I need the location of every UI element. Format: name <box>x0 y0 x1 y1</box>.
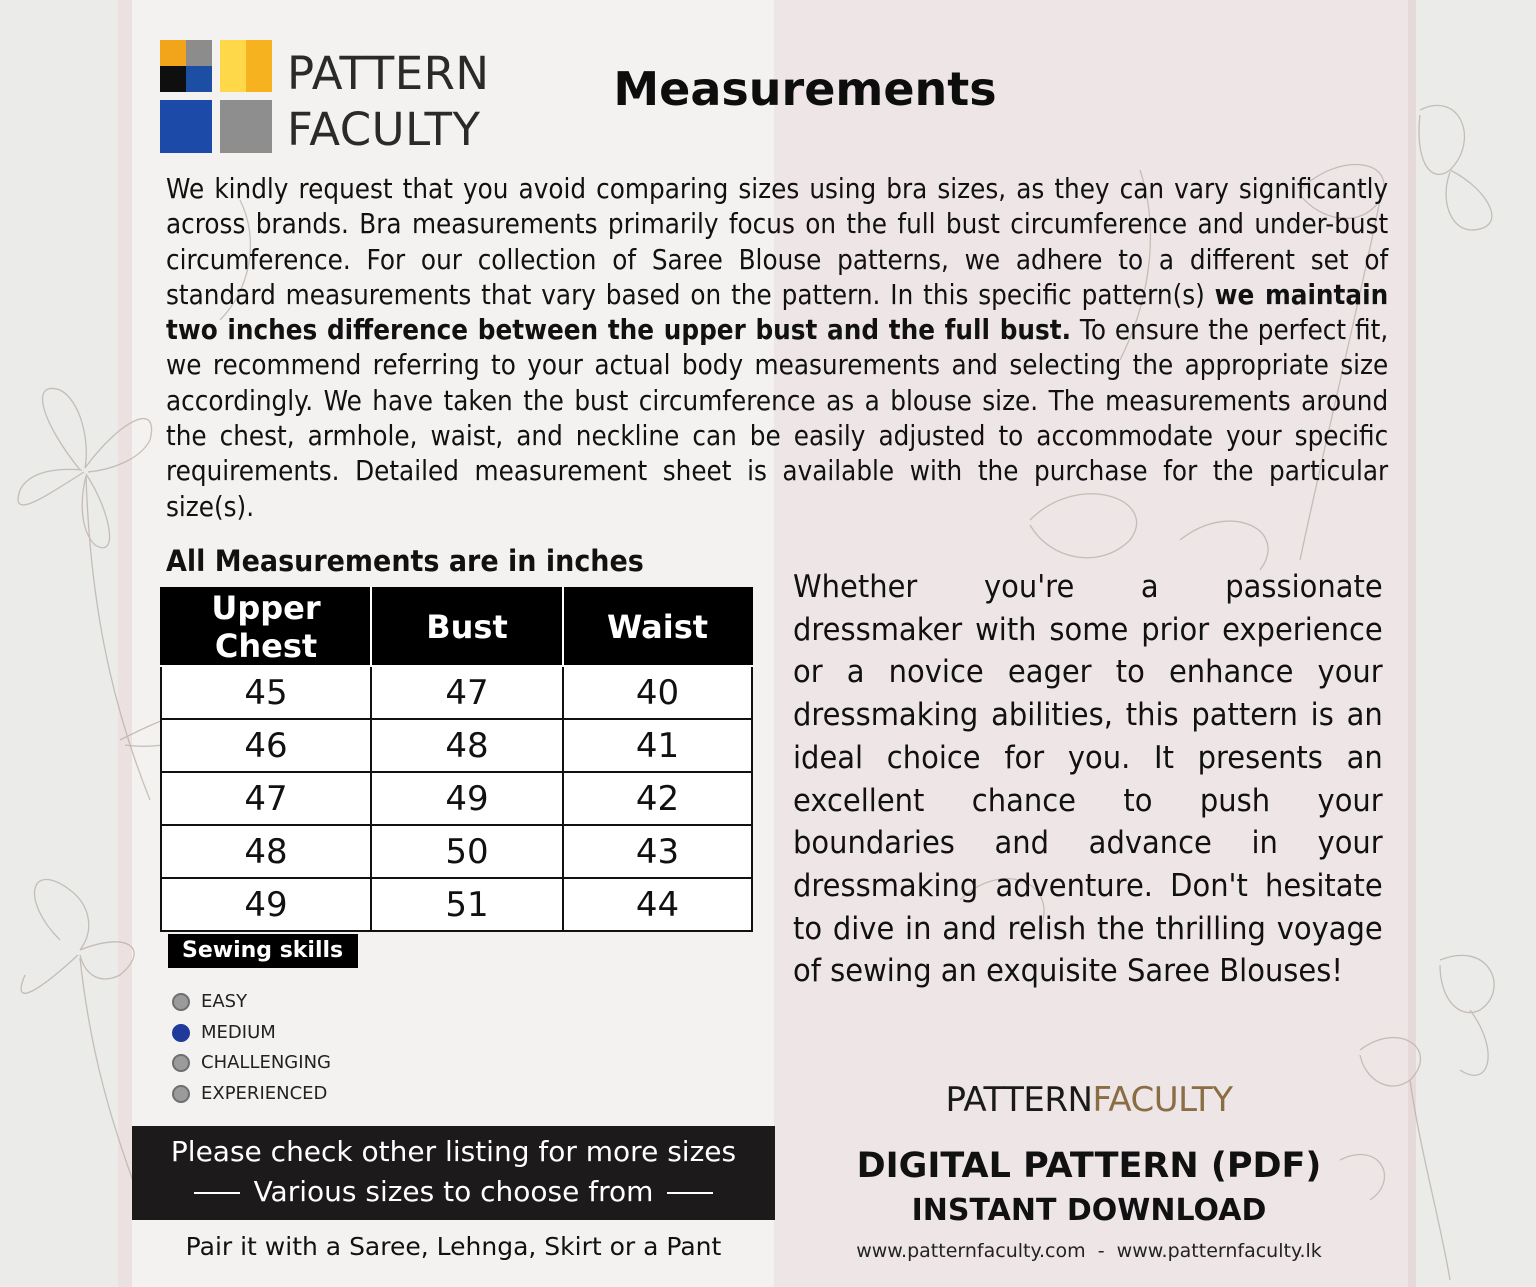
cell-waist: 40 <box>563 666 752 719</box>
website-link-com[interactable]: www.patternfaculty.com <box>856 1240 1086 1262</box>
sewing-skills-label: Sewing skills <box>168 934 358 968</box>
cell-upper-chest: 48 <box>161 825 371 878</box>
page-title: Measurements <box>613 62 997 116</box>
cell-bust: 50 <box>371 825 563 878</box>
intro-bold-text: we maintain two inches difference between the upper bust and the full bust. <box>166 278 1389 347</box>
intro-paragraph <box>166 172 1388 525</box>
cell-bust: 49 <box>371 772 563 825</box>
measurements-table <box>160 587 753 932</box>
divider-line <box>194 1192 240 1194</box>
table-row <box>161 878 752 931</box>
pair-with-text: Pair it with a Saree, Lehnga, Skirt or a Pant <box>185 1232 722 1261</box>
cell-upper-chest: 46 <box>161 719 371 772</box>
pattern-faculty-logo <box>160 40 500 155</box>
footer-brand <box>794 1080 1384 1120</box>
cell-bust: 47 <box>371 666 563 719</box>
pitch-paragraph: Whether you're a passionate dressmaker with some prior experience or a novice eager to enhance your dressmaking abilities, this pattern is an ideal choice for you. It presents an excellent chance to push your boundaries and advance in your dressmaking adventure. Don't hesitate to dive in and relish the thrilling voyage of sewing an exquisite Saree Blouses! <box>793 569 1383 990</box>
skill-label: CHALLENGING <box>201 1052 331 1073</box>
banner-line2: Various sizes to choose from <box>253 1175 654 1208</box>
footer-brand-faculty: FACULTY <box>1092 1080 1233 1120</box>
logo-squares-icon <box>160 40 272 153</box>
header-upper-chest: Upper Chest <box>161 588 371 666</box>
logo-line2: FACULTY <box>287 103 481 156</box>
header-waist: Waist <box>563 588 752 666</box>
logo-line1: PATTERN <box>287 47 490 100</box>
table-row <box>161 772 752 825</box>
banner-line1: Please check other listing for more sizes <box>170 1135 737 1168</box>
skill-dot-icon <box>172 1085 190 1103</box>
table-caption: All Measurements are in inches <box>166 544 644 578</box>
cell-waist: 42 <box>563 772 752 825</box>
intro-text-2: To ensure the perfect fit, we recommend referring to your actual body measurements and selecting the appropriate size accordingly. We have taken the bust circumference as a blouse size. The measurements around the chest, armhole, waist, and neckline can be easily adjusted to accommodate your specific requirements. Detailed measurement sheet is available with the purchase for the particular size(s). <box>166 314 1389 523</box>
skill-label: EXPERIENCED <box>201 1083 328 1104</box>
cell-bust: 48 <box>371 719 563 772</box>
cell-waist: 44 <box>563 878 752 931</box>
skill-dot-icon <box>172 1054 190 1072</box>
website-separator: - <box>1097 1240 1105 1262</box>
header-bust: Bust <box>371 588 563 666</box>
cell-upper-chest: 49 <box>161 878 371 931</box>
intro-text-1: We kindly request that you avoid comparing sizes using bra sizes, as they can vary significantly across brands. Bra measurements primarily focus on the full bust circumference and under-bust circumference. For our collection of Saree Blouse patterns, we adhere to a different set of standard measurements that vary based on the pattern. In this specific pattern(s) <box>166 173 1389 311</box>
cell-upper-chest: 45 <box>161 666 371 719</box>
table-row <box>161 666 752 719</box>
skill-dot-selected-icon <box>172 1024 190 1042</box>
footer-brand-pattern: PATTERN <box>945 1080 1093 1120</box>
skill-label: MEDIUM <box>201 1022 276 1043</box>
website-link-lk[interactable]: www.patternfaculty.lk <box>1116 1240 1322 1262</box>
skill-dot-icon <box>172 993 190 1011</box>
table-header-row <box>161 588 752 666</box>
cell-upper-chest: 47 <box>161 772 371 825</box>
banner-line2-wrap <box>132 1172 775 1212</box>
cell-waist: 41 <box>563 719 752 772</box>
cell-bust: 51 <box>371 878 563 931</box>
digital-pattern-heading: DIGITAL PATTERN (PDF) <box>856 1146 1322 1186</box>
table-row <box>161 719 752 772</box>
table-row <box>161 825 752 878</box>
more-sizes-banner <box>132 1126 775 1220</box>
instant-download-heading: INSTANT DOWNLOAD <box>911 1193 1267 1228</box>
divider-line <box>667 1192 713 1194</box>
skill-label: EASY <box>201 991 248 1012</box>
website-links <box>794 1240 1384 1262</box>
cell-waist: 43 <box>563 825 752 878</box>
